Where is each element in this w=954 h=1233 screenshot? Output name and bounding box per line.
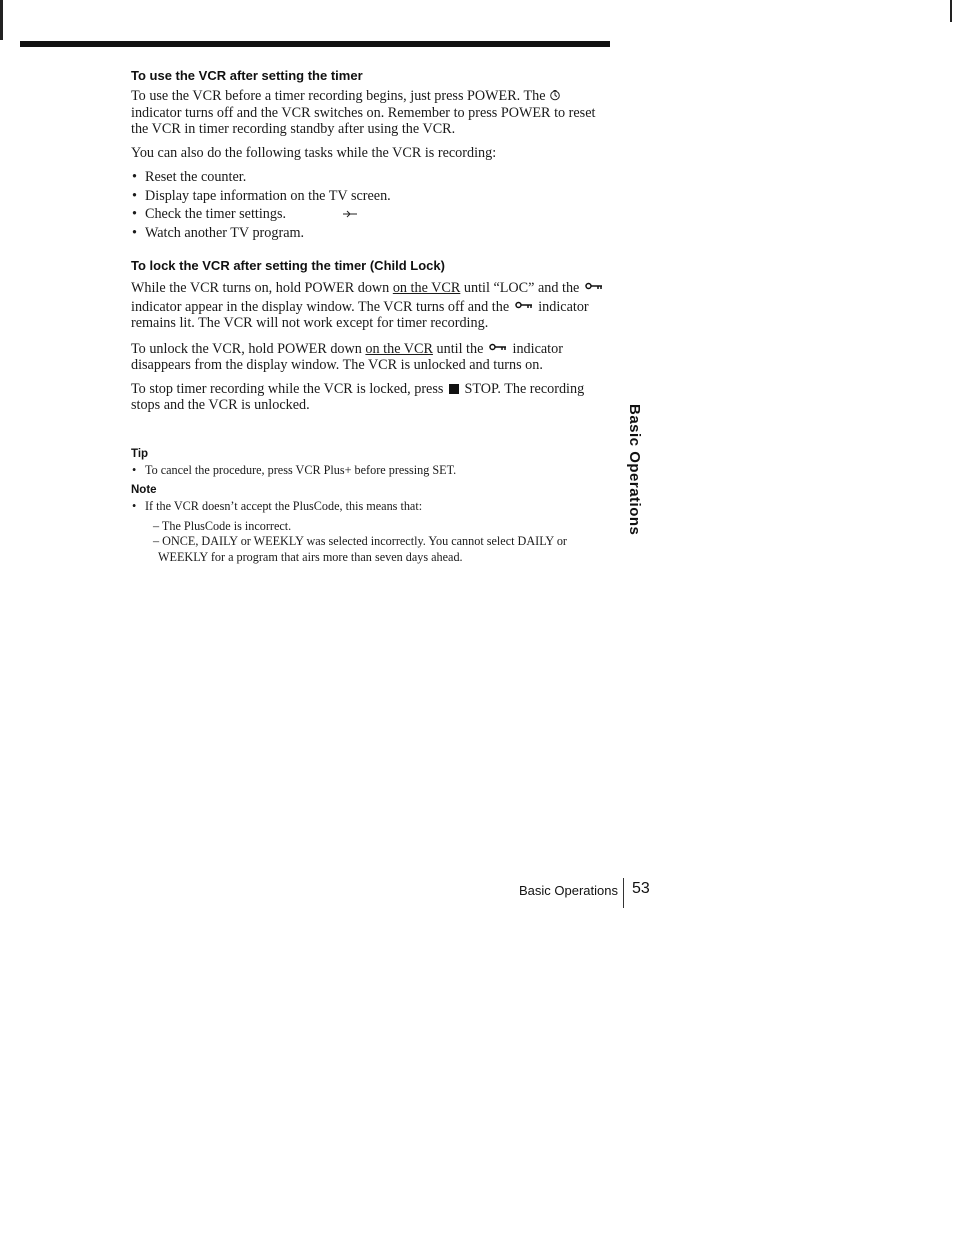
key-lock-icon: [489, 339, 507, 347]
paragraph-lock: While the VCR turns on, hold POWER down on the VCR until “LOC” and the indicator appear in the display window. The VCR turns off and the indicator remains lit. The VCR will not work except for timer recording.: [131, 278, 611, 332]
main-content: [131, 68, 611, 565]
page-number: 53: [632, 880, 650, 897]
top-rule: [20, 41, 610, 47]
tip-list: [131, 463, 611, 479]
paragraph-stop: To stop timer recording while the VCR is locked, press STOP. The recording stops and the VCR is unlocked.: [131, 380, 585, 414]
paragraph-unlock: To unlock the VCR, hold POWER down on the VCR until the indicator disappears from the display window. The VCR is unlocked and turns on.: [131, 340, 563, 374]
list-item: • To cancel the procedure, press VCR Plus+ before pressing SET.: [131, 463, 611, 479]
key-lock-icon: [585, 278, 603, 286]
footer-divider: [623, 878, 624, 908]
section-heading-use-vcr: To use the VCR after setting the timer: [131, 68, 363, 83]
list-item: • Reset the counter.: [131, 168, 611, 187]
note-list: [131, 499, 611, 515]
note-subitem: – ONCE, DAILY or WEEKLY was selected incorrectly. You cannot select DAILY or WEEKLY for a program that airs more than seven days ahead.: [153, 534, 567, 564]
list-item: • Check the timer settings.: [131, 205, 611, 224]
stop-square-icon: [449, 384, 459, 394]
task-list: [131, 168, 611, 242]
section-heading-child-lock: To lock the VCR after setting the timer (Child Lock): [131, 258, 445, 274]
list-item: • Display tape information on the TV screen.: [131, 187, 611, 206]
tip-heading: Tip: [131, 447, 149, 460]
list-item: • Watch another TV program.: [131, 224, 611, 243]
key-lock-icon: [515, 297, 533, 305]
paragraph-recording-tasks: You can also do the following tasks while the VCR is recording:: [131, 144, 497, 161]
clock-timer-icon: [549, 88, 561, 103]
note-heading: Note: [131, 484, 157, 497]
note-subitem: – The PlusCode is incorrect.: [153, 518, 292, 533]
left-edge-mark: [0, 0, 3, 40]
side-tab-section: Basic Operations: [626, 404, 643, 536]
paragraph-use-vcr: To use the VCR before a timer recording begins, just press POWER. The indicator turns off and the VCR switches on. Remember to press POWER to reset the VCR in timer recording standby after using the VCR.: [131, 88, 596, 137]
list-item: • If the VCR doesn’t accept the PlusCode, this means that:: [131, 499, 611, 515]
right-edge-mark: [950, 0, 952, 22]
timer-symbol-icon: [342, 205, 358, 224]
footer-section-label: Basic Operations: [519, 883, 618, 898]
